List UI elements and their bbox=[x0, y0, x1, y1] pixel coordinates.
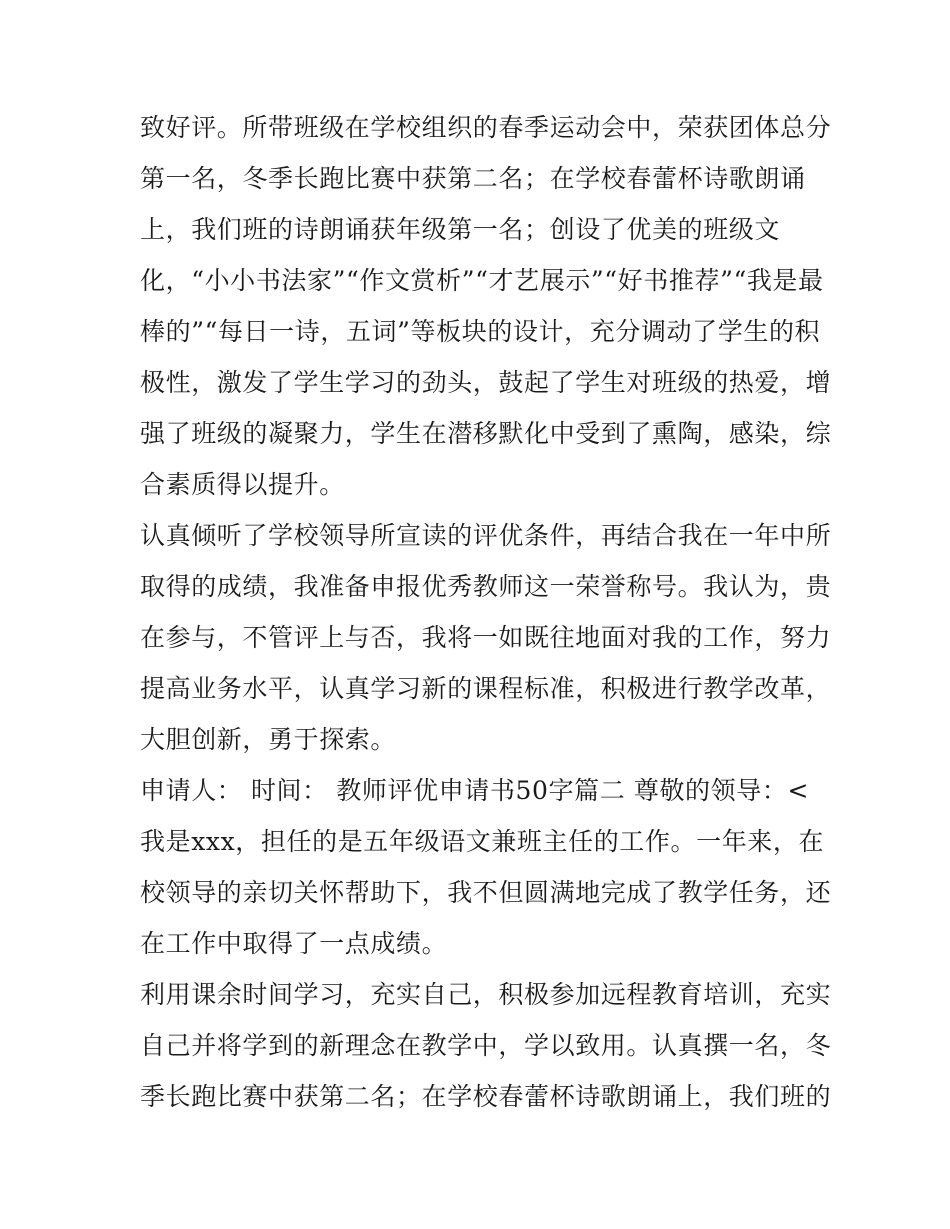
text-line: 自己并将学到的新理念在教学中，学以致用。认真撰一名，冬 bbox=[140, 1031, 832, 1060]
text-line: 大胆创新，勇于探索。 bbox=[140, 725, 397, 754]
text-line: 我是xxx，担任的是五年级语文兼班主任的工作。一年来，在 bbox=[140, 827, 825, 856]
text-line: 棒的”“每日一诗，五词”等板块的设计，充分调动了学生的积 bbox=[140, 317, 821, 346]
text-line: 在参与，不管评上与否，我将一如既往地面对我的工作，努力 bbox=[140, 623, 832, 652]
text-line: 致好评。所带班级在学校组织的春季运动会中，荣获团体总分 bbox=[140, 113, 832, 142]
text-line: 第一名，冬季长跑比赛中获第二名；在学校春蕾杯诗歌朗诵 bbox=[140, 164, 806, 193]
text-line: 化，“小小书法家”“作文赏析”“才艺展示”“好书推荐”“我是最 bbox=[140, 266, 824, 295]
text-line: 申请人： 时间： 教师评优申请书50字篇二 尊敬的领导：< bbox=[140, 776, 810, 805]
text-line: 取得的成绩，我准备申报优秀教师这一荣誉称号。我认为，贵 bbox=[140, 572, 832, 601]
text-line: 极性，激发了学生学习的劲头，鼓起了学生对班级的热爱，增 bbox=[140, 368, 832, 397]
text-line: 强了班级的凝聚力，学生在潜移默化中受到了熏陶，感染，综 bbox=[140, 419, 832, 448]
text-line: 认真倾听了学校领导所宣读的评优条件，再结合我在一年中所 bbox=[140, 521, 832, 550]
text-line: 合素质得以提升。 bbox=[140, 470, 345, 499]
text-line: 提高业务水平，认真学习新的课程标准，积极进行教学改革， bbox=[140, 674, 832, 703]
text-line: 校领导的亲切关怀帮助下，我不但圆满地完成了教学任务，还 bbox=[140, 878, 832, 907]
text-line: 在工作中取得了一点成绩。 bbox=[140, 929, 448, 958]
text-line: 利用课余时间学习，充实自己，积极参加远程教育培训，充实 bbox=[140, 980, 832, 1009]
text-line: 上，我们班的诗朗诵获年级第一名；创设了优美的班级文 bbox=[140, 215, 781, 244]
text-line: 季长跑比赛中获第二名；在学校春蕾杯诗歌朗诵上，我们班的 bbox=[140, 1082, 832, 1111]
